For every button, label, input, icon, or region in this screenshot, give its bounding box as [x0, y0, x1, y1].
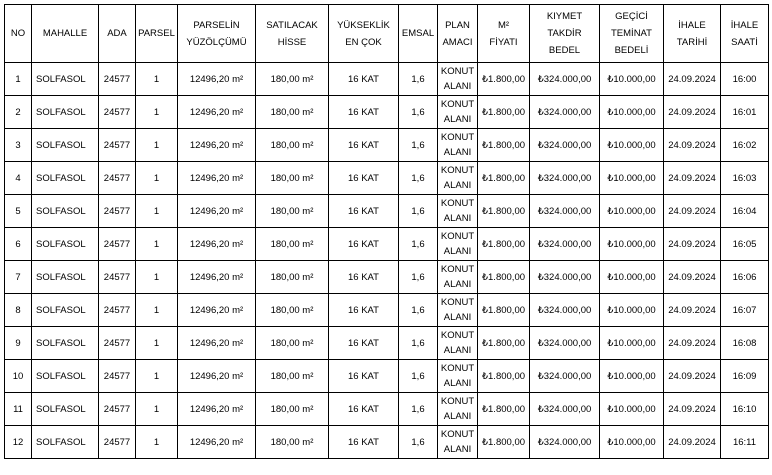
cell-plan-amaci [438, 426, 478, 459]
cell-parsel: 1 [136, 426, 178, 459]
cell-parsel-yuzolcumu: 12496,20 m² [178, 162, 256, 195]
cell-ada: 24577 [99, 261, 136, 294]
header-line: SATILACAK [266, 19, 318, 31]
header-ihale-saati [721, 5, 769, 63]
cell-gecici-teminat: ₺10.000,00 [600, 162, 664, 195]
header-line: SAATİ [731, 36, 758, 48]
cell-ihale-tarihi: 24.09.2024 [664, 327, 721, 360]
cell-satilacak-hisse: 180,00 m² [256, 195, 329, 228]
cell-satilacak-hisse: 180,00 m² [256, 327, 329, 360]
cell-plan-amaci [438, 129, 478, 162]
cell-emsal: 1,6 [399, 360, 438, 393]
cell-ada: 24577 [99, 294, 136, 327]
cell-m2-fiyati: ₺1.800,00 [478, 228, 530, 261]
table-row [5, 129, 769, 162]
cell-satilacak-hisse: 180,00 m² [256, 426, 329, 459]
header-line: YÜKSEKLİK [337, 19, 390, 31]
cell-parsel: 1 [136, 261, 178, 294]
cell-satilacak-hisse: 180,00 m² [256, 96, 329, 129]
cell-ada: 24577 [99, 228, 136, 261]
header-line: BEDELİ [614, 45, 649, 56]
cell-no: 9 [5, 327, 32, 360]
cell-emsal: 1,6 [399, 96, 438, 129]
cell-ada: 24577 [99, 426, 136, 459]
cell-mahalle: SOLFASOL [32, 261, 99, 294]
cell-line: KONUT [440, 231, 475, 242]
table-row [5, 294, 769, 327]
header-no [5, 5, 32, 63]
cell-parsel-yuzolcumu: 12496,20 m² [178, 426, 256, 459]
header-line: TEMİNAT [611, 28, 652, 39]
cell-emsal: 1,6 [399, 195, 438, 228]
cell-ihale-tarihi: 24.09.2024 [664, 228, 721, 261]
cell-ada: 24577 [99, 360, 136, 393]
cell-no: 7 [5, 261, 32, 294]
header-line: M² [497, 19, 510, 31]
cell-ihale-tarihi: 24.09.2024 [664, 195, 721, 228]
cell-parsel: 1 [136, 327, 178, 360]
cell-plan-amaci [438, 327, 478, 360]
header-line: FİYATI [489, 36, 518, 48]
header-yukseklik [329, 5, 399, 63]
cell-ada: 24577 [99, 162, 136, 195]
header-parsel [136, 5, 178, 63]
cell-emsal: 1,6 [399, 393, 438, 426]
header-line: PLAN [445, 19, 470, 31]
cell-plan-amaci [438, 228, 478, 261]
cell-emsal: 1,6 [399, 228, 438, 261]
cell-no: 4 [5, 162, 32, 195]
cell-kiymet-takdir: ₺324.000,00 [530, 327, 600, 360]
cell-m2-fiyati: ₺1.800,00 [478, 63, 530, 96]
cell-gecici-teminat: ₺10.000,00 [600, 327, 664, 360]
cell-line: KONUT [440, 429, 475, 440]
cell-m2-fiyati: ₺1.800,00 [478, 360, 530, 393]
cell-line: ALANI [443, 444, 472, 455]
cell-mahalle: SOLFASOL [32, 294, 99, 327]
cell-line: ALANI [443, 213, 472, 224]
cell-parsel: 1 [136, 393, 178, 426]
cell-ihale-tarihi: 24.09.2024 [664, 426, 721, 459]
cell-ihale-saati: 16:08 [721, 327, 769, 360]
cell-emsal: 1,6 [399, 162, 438, 195]
auction-table-container [4, 4, 769, 459]
table-row [5, 63, 769, 96]
cell-gecici-teminat: ₺10.000,00 [600, 63, 664, 96]
cell-ihale-saati: 16:00 [721, 63, 769, 96]
cell-line: KONUT [440, 396, 475, 407]
cell-ihale-saati: 16:07 [721, 294, 769, 327]
cell-satilacak-hisse: 180,00 m² [256, 393, 329, 426]
header-line: AMACI [442, 36, 473, 48]
cell-parsel: 1 [136, 129, 178, 162]
cell-no: 11 [5, 393, 32, 426]
cell-satilacak-hisse: 180,00 m² [256, 129, 329, 162]
cell-parsel-yuzolcumu: 12496,20 m² [178, 360, 256, 393]
cell-line: ALANI [443, 147, 472, 158]
cell-m2-fiyati: ₺1.800,00 [478, 261, 530, 294]
header-line: İHALE [730, 19, 759, 31]
cell-line: ALANI [443, 81, 472, 92]
cell-gecici-teminat: ₺10.000,00 [600, 129, 664, 162]
cell-m2-fiyati: ₺1.800,00 [478, 294, 530, 327]
cell-ada: 24577 [99, 129, 136, 162]
cell-ihale-saati: 16:06 [721, 261, 769, 294]
cell-mahalle: SOLFASOL [32, 63, 99, 96]
cell-ada: 24577 [99, 393, 136, 426]
header-emsal [399, 5, 438, 63]
cell-kiymet-takdir: ₺324.000,00 [530, 129, 600, 162]
cell-parsel-yuzolcumu: 12496,20 m² [178, 327, 256, 360]
table-row [5, 360, 769, 393]
header-line: HİSSE [277, 36, 307, 48]
cell-mahalle: SOLFASOL [32, 393, 99, 426]
cell-parsel: 1 [136, 162, 178, 195]
header-line: ADA [107, 28, 127, 39]
auction-table [4, 4, 769, 459]
cell-ihale-saati: 16:01 [721, 96, 769, 129]
cell-yukseklik: 16 KAT [329, 327, 399, 360]
cell-parsel: 1 [136, 294, 178, 327]
cell-ihale-tarihi: 24.09.2024 [664, 96, 721, 129]
cell-mahalle: SOLFASOL [32, 195, 99, 228]
cell-gecici-teminat: ₺10.000,00 [600, 360, 664, 393]
cell-no: 6 [5, 228, 32, 261]
header-satilacak-hisse [256, 5, 329, 63]
cell-yukseklik: 16 KAT [329, 63, 399, 96]
cell-emsal: 1,6 [399, 426, 438, 459]
cell-no: 3 [5, 129, 32, 162]
cell-satilacak-hisse: 180,00 m² [256, 261, 329, 294]
cell-yukseklik: 16 KAT [329, 393, 399, 426]
cell-gecici-teminat: ₺10.000,00 [600, 195, 664, 228]
cell-gecici-teminat: ₺10.000,00 [600, 261, 664, 294]
cell-ihale-tarihi: 24.09.2024 [664, 393, 721, 426]
cell-line: ALANI [443, 114, 472, 125]
table-row [5, 96, 769, 129]
table-header [5, 5, 769, 63]
cell-emsal: 1,6 [399, 261, 438, 294]
cell-kiymet-takdir: ₺324.000,00 [530, 360, 600, 393]
cell-yukseklik: 16 KAT [329, 195, 399, 228]
cell-yukseklik: 16 KAT [329, 129, 399, 162]
cell-yukseklik: 16 KAT [329, 261, 399, 294]
cell-ihale-saati: 16:03 [721, 162, 769, 195]
table-row [5, 327, 769, 360]
cell-kiymet-takdir: ₺324.000,00 [530, 228, 600, 261]
cell-satilacak-hisse: 180,00 m² [256, 162, 329, 195]
cell-no: 12 [5, 426, 32, 459]
header-line: NO [10, 28, 26, 39]
cell-satilacak-hisse: 180,00 m² [256, 228, 329, 261]
header-line: TARİHİ [676, 36, 708, 48]
cell-line: ALANI [443, 246, 472, 257]
cell-yukseklik: 16 KAT [329, 360, 399, 393]
header-line: PARSELİN [193, 19, 240, 31]
cell-ihale-saati: 16:10 [721, 393, 769, 426]
cell-kiymet-takdir: ₺324.000,00 [530, 426, 600, 459]
cell-plan-amaci [438, 261, 478, 294]
cell-line: KONUT [440, 363, 475, 374]
cell-ihale-saati: 16:11 [721, 426, 769, 459]
cell-no: 5 [5, 195, 32, 228]
table-row [5, 195, 769, 228]
header-line: PARSEL [138, 28, 175, 39]
header-kiymet-takdir [530, 5, 600, 63]
cell-plan-amaci [438, 195, 478, 228]
header-plan-amaci [438, 5, 478, 63]
cell-mahalle: SOLFASOL [32, 129, 99, 162]
header-line: GEÇİCİ [615, 11, 648, 22]
cell-kiymet-takdir: ₺324.000,00 [530, 294, 600, 327]
cell-line: ALANI [443, 312, 472, 323]
header-m2-fiyati [478, 5, 530, 63]
cell-gecici-teminat: ₺10.000,00 [600, 393, 664, 426]
cell-line: ALANI [443, 180, 472, 191]
cell-satilacak-hisse: 180,00 m² [256, 360, 329, 393]
cell-parsel: 1 [136, 360, 178, 393]
cell-ihale-tarihi: 24.09.2024 [664, 294, 721, 327]
table-row [5, 162, 769, 195]
header-row [5, 5, 769, 63]
cell-ada: 24577 [99, 195, 136, 228]
header-gecici-teminat [600, 5, 664, 63]
cell-kiymet-takdir: ₺324.000,00 [530, 96, 600, 129]
cell-no: 10 [5, 360, 32, 393]
header-line: BEDEL [548, 45, 581, 56]
cell-line: KONUT [440, 165, 475, 176]
cell-line: KONUT [440, 132, 475, 143]
cell-ada: 24577 [99, 327, 136, 360]
cell-parsel-yuzolcumu: 12496,20 m² [178, 294, 256, 327]
cell-plan-amaci [438, 360, 478, 393]
table-row [5, 228, 769, 261]
cell-m2-fiyati: ₺1.800,00 [478, 393, 530, 426]
cell-m2-fiyati: ₺1.800,00 [478, 327, 530, 360]
cell-plan-amaci [438, 294, 478, 327]
cell-mahalle: SOLFASOL [32, 228, 99, 261]
header-line: YÜZÖLÇÜMÜ [186, 36, 247, 48]
cell-parsel: 1 [136, 96, 178, 129]
cell-satilacak-hisse: 180,00 m² [256, 294, 329, 327]
cell-mahalle: SOLFASOL [32, 96, 99, 129]
cell-emsal: 1,6 [399, 129, 438, 162]
header-ada [99, 5, 136, 63]
cell-parsel-yuzolcumu: 12496,20 m² [178, 393, 256, 426]
cell-ada: 24577 [99, 96, 136, 129]
cell-ihale-saati: 16:09 [721, 360, 769, 393]
cell-plan-amaci [438, 393, 478, 426]
cell-mahalle: SOLFASOL [32, 426, 99, 459]
cell-parsel-yuzolcumu: 12496,20 m² [178, 96, 256, 129]
cell-ihale-saati: 16:04 [721, 195, 769, 228]
cell-ihale-saati: 16:05 [721, 228, 769, 261]
cell-kiymet-takdir: ₺324.000,00 [530, 162, 600, 195]
cell-line: KONUT [440, 99, 475, 110]
cell-ihale-saati: 16:02 [721, 129, 769, 162]
cell-line: ALANI [443, 378, 472, 389]
table-row [5, 426, 769, 459]
header-ihale-tarihi [664, 5, 721, 63]
cell-gecici-teminat: ₺10.000,00 [600, 96, 664, 129]
cell-kiymet-takdir: ₺324.000,00 [530, 261, 600, 294]
cell-line: ALANI [443, 411, 472, 422]
cell-mahalle: SOLFASOL [32, 360, 99, 393]
cell-m2-fiyati: ₺1.800,00 [478, 129, 530, 162]
cell-m2-fiyati: ₺1.800,00 [478, 96, 530, 129]
cell-ada: 24577 [99, 63, 136, 96]
cell-line: KONUT [440, 264, 475, 275]
cell-parsel-yuzolcumu: 12496,20 m² [178, 63, 256, 96]
header-line: EMSAL [401, 28, 435, 39]
cell-no: 8 [5, 294, 32, 327]
cell-yukseklik: 16 KAT [329, 162, 399, 195]
cell-plan-amaci [438, 96, 478, 129]
header-line: EN ÇOK [345, 36, 382, 48]
table-row [5, 393, 769, 426]
cell-yukseklik: 16 KAT [329, 96, 399, 129]
table-row [5, 261, 769, 294]
cell-yukseklik: 16 KAT [329, 426, 399, 459]
header-line: MAHALLE [42, 28, 88, 39]
cell-mahalle: SOLFASOL [32, 327, 99, 360]
cell-no: 2 [5, 96, 32, 129]
cell-no: 1 [5, 63, 32, 96]
cell-parsel: 1 [136, 63, 178, 96]
cell-emsal: 1,6 [399, 294, 438, 327]
header-line: TAKDİR [547, 28, 582, 39]
cell-m2-fiyati: ₺1.800,00 [478, 426, 530, 459]
cell-kiymet-takdir: ₺324.000,00 [530, 195, 600, 228]
cell-line: KONUT [440, 198, 475, 209]
header-line: İHALE [678, 19, 706, 31]
cell-kiymet-takdir: ₺324.000,00 [530, 63, 600, 96]
cell-mahalle: SOLFASOL [32, 162, 99, 195]
cell-parsel-yuzolcumu: 12496,20 m² [178, 129, 256, 162]
cell-ihale-tarihi: 24.09.2024 [664, 261, 721, 294]
cell-kiymet-takdir: ₺324.000,00 [530, 393, 600, 426]
cell-yukseklik: 16 KAT [329, 294, 399, 327]
header-parsel-yuzolcumu [178, 5, 256, 63]
cell-plan-amaci [438, 63, 478, 96]
cell-satilacak-hisse: 180,00 m² [256, 63, 329, 96]
cell-yukseklik: 16 KAT [329, 228, 399, 261]
cell-parsel-yuzolcumu: 12496,20 m² [178, 228, 256, 261]
cell-gecici-teminat: ₺10.000,00 [600, 294, 664, 327]
cell-line: KONUT [440, 66, 475, 77]
cell-line: ALANI [443, 345, 472, 356]
cell-line: ALANI [443, 279, 472, 290]
header-line: KIYMET [546, 11, 583, 22]
cell-line: KONUT [440, 297, 475, 308]
cell-ihale-tarihi: 24.09.2024 [664, 360, 721, 393]
cell-plan-amaci [438, 162, 478, 195]
cell-emsal: 1,6 [399, 327, 438, 360]
cell-m2-fiyati: ₺1.800,00 [478, 195, 530, 228]
cell-gecici-teminat: ₺10.000,00 [600, 426, 664, 459]
cell-ihale-tarihi: 24.09.2024 [664, 129, 721, 162]
cell-m2-fiyati: ₺1.800,00 [478, 162, 530, 195]
table-body [5, 63, 769, 459]
cell-parsel: 1 [136, 228, 178, 261]
cell-ihale-tarihi: 24.09.2024 [664, 63, 721, 96]
cell-ihale-tarihi: 24.09.2024 [664, 162, 721, 195]
cell-emsal: 1,6 [399, 63, 438, 96]
cell-parsel-yuzolcumu: 12496,20 m² [178, 195, 256, 228]
cell-parsel: 1 [136, 195, 178, 228]
cell-parsel-yuzolcumu: 12496,20 m² [178, 261, 256, 294]
cell-gecici-teminat: ₺10.000,00 [600, 228, 664, 261]
cell-line: KONUT [440, 330, 475, 341]
header-mahalle [32, 5, 99, 63]
